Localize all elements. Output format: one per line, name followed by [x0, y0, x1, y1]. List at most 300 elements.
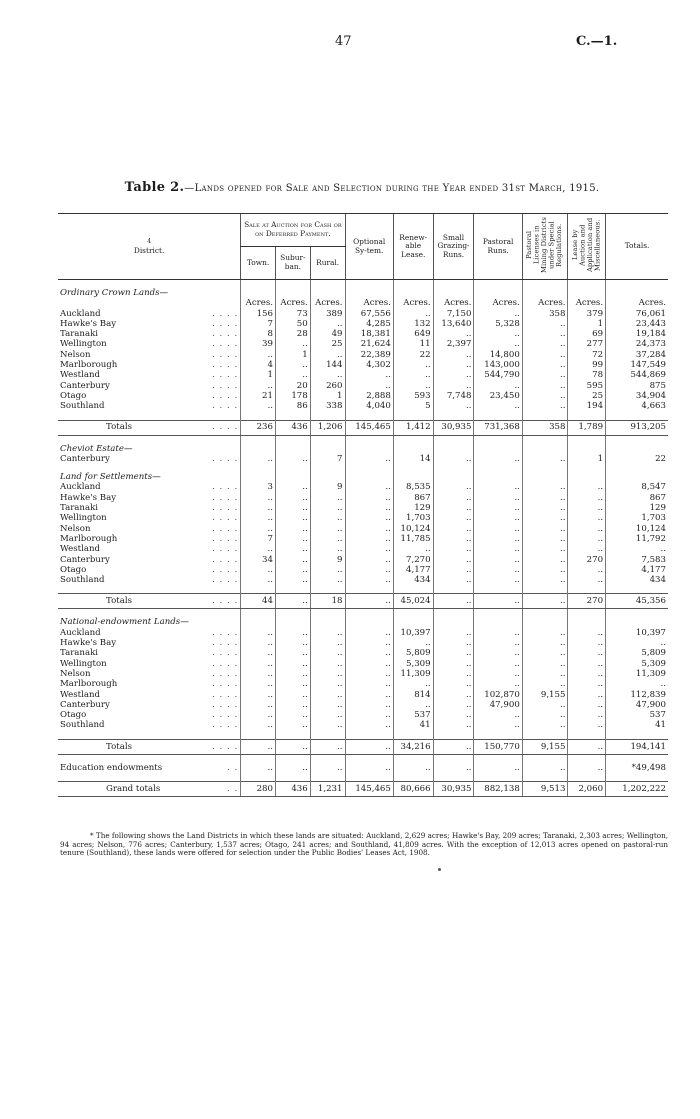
value-cell: .. [393, 381, 433, 391]
section-title: Cheviot Estate— [60, 443, 133, 454]
value-cell: .. [522, 544, 568, 554]
value-cell: 1,789 [568, 420, 606, 435]
spacer-cell [433, 412, 474, 421]
value-cell: 436 [275, 420, 310, 435]
spacer-cell [241, 773, 276, 782]
header-optional: Optional Sy-tem. [345, 214, 393, 280]
value-cell: .. [275, 534, 310, 544]
district-label: Otago [60, 390, 87, 401]
spacer-cell [241, 731, 276, 740]
value-cell: .. [241, 720, 276, 730]
value-cell: .. [345, 370, 393, 380]
table-row [58, 659, 668, 669]
value-cell: 9,513 [522, 781, 568, 796]
empty-cell [433, 444, 474, 454]
spacer-cell [606, 435, 668, 444]
leader-dots: . . . . [212, 544, 239, 555]
value-cell: .. [345, 503, 393, 513]
value-cell: 434 [606, 575, 668, 585]
value-cell: Acres. [474, 298, 522, 308]
value-cell: .. [433, 669, 474, 679]
table-row [58, 669, 668, 679]
district-label: Taranaki [60, 329, 99, 340]
district-label: Marlborough [60, 360, 118, 371]
value-cell: 389 [310, 309, 345, 319]
district-name [58, 544, 241, 554]
value-cell: .. [474, 648, 522, 658]
value-cell: Acres. [275, 298, 310, 308]
spacer-cell [474, 435, 522, 444]
district-label: Southland [60, 720, 105, 731]
value-cell: .. [474, 503, 522, 513]
value-cell: .. [345, 555, 393, 565]
value-cell: 1 [568, 319, 606, 329]
leader-dots: . . [227, 762, 239, 773]
value-cell: .. [275, 524, 310, 534]
value-cell: .. [241, 544, 276, 554]
empty-cell [310, 288, 345, 298]
value-cell: .. [474, 493, 522, 503]
value-cell: .. [433, 555, 474, 565]
value-cell: 132 [393, 319, 433, 329]
spacer-cell [241, 754, 276, 763]
district-label: Auckland [60, 627, 101, 638]
value-cell: 1 [310, 391, 345, 401]
value-cell: .. [474, 720, 522, 730]
district-name [58, 339, 241, 349]
value-cell: 25 [568, 391, 606, 401]
spacer-cell [474, 754, 522, 763]
value-cell: .. [433, 360, 474, 370]
value-cell: .. [310, 679, 345, 689]
leader-dots: . . . . [212, 308, 239, 319]
district-name [58, 555, 241, 565]
district-name [58, 309, 241, 319]
spacer-cell [568, 412, 606, 421]
value-cell: .. [433, 513, 474, 523]
empty-cell [345, 444, 393, 454]
district-label: Marlborough [60, 533, 118, 544]
value-cell: .. [345, 544, 393, 554]
empty-cell [310, 617, 345, 627]
value-cell: .. [433, 329, 474, 339]
spacer-cell [433, 435, 474, 444]
header-town: Town. [241, 247, 276, 280]
value-cell: .. [474, 628, 522, 638]
spacer-cell [310, 773, 345, 782]
value-cell: .. [310, 628, 345, 638]
value-cell: *49,498 [606, 763, 668, 773]
value-cell: .. [474, 513, 522, 523]
value-cell: .. [433, 544, 474, 554]
table-row [58, 360, 668, 370]
value-cell: 7 [310, 454, 345, 464]
value-cell: 102,870 [474, 690, 522, 700]
value-cell: 13,640 [433, 319, 474, 329]
empty-cell [433, 617, 474, 627]
empty-cell [241, 288, 276, 298]
value-cell: .. [433, 575, 474, 585]
table-row [58, 679, 668, 689]
district-label: Westland [60, 370, 100, 381]
spacer-cell [58, 609, 241, 618]
value-cell: 1,206 [310, 420, 345, 435]
district-name [58, 679, 241, 689]
value-cell: .. [433, 524, 474, 534]
value-cell: 145,465 [345, 420, 393, 435]
empty-cell [241, 617, 276, 627]
spacer-cell [568, 585, 606, 594]
value-cell: .. [433, 690, 474, 700]
value-cell: 45,356 [606, 594, 668, 609]
value-cell: .. [310, 690, 345, 700]
value-cell: 30,935 [433, 420, 474, 435]
value-cell: .. [345, 710, 393, 720]
spacer-cell [310, 435, 345, 444]
leader-dots: . . . . [212, 638, 239, 649]
spacer-cell [58, 435, 241, 444]
district-label: Westland [60, 544, 100, 555]
header-pastoral-licenses [522, 214, 568, 280]
table-row [58, 381, 668, 391]
spacer-cell [393, 754, 433, 763]
value-cell: .. [474, 594, 522, 609]
section-heading-row [58, 472, 668, 482]
value-cell: .. [241, 679, 276, 689]
value-cell: 260 [310, 381, 345, 391]
spacer-cell [522, 731, 568, 740]
value-cell: .. [522, 679, 568, 689]
district-label: Hawke's Bay [60, 638, 117, 649]
value-cell: 2,060 [568, 781, 606, 796]
empty-cell [275, 288, 310, 298]
district-name [58, 669, 241, 679]
value-cell: .. [433, 648, 474, 658]
header-district-marker: 4 [147, 237, 152, 245]
value-cell: 112,839 [606, 690, 668, 700]
value-cell: .. [433, 482, 474, 492]
value-cell: .. [433, 710, 474, 720]
value-cell: .. [241, 659, 276, 669]
spacer-cell [310, 412, 345, 421]
leader-dots: . . . . [212, 658, 239, 669]
leader-dots: . . . . [212, 401, 239, 412]
spacer-cell [345, 773, 393, 782]
value-cell: 178 [275, 391, 310, 401]
district-name [58, 482, 241, 492]
value-cell: 7,748 [433, 391, 474, 401]
district-name [58, 638, 241, 648]
value-cell: .. [568, 659, 606, 669]
spacer-cell [393, 731, 433, 740]
value-cell: 143,000 [474, 360, 522, 370]
empty-cell [433, 288, 474, 298]
value-cell: 4,177 [393, 565, 433, 575]
district-name [58, 690, 241, 700]
value-cell: .. [522, 720, 568, 730]
district-label: Wellington [60, 658, 107, 669]
district-label: Westland [60, 689, 100, 700]
spacer-cell [393, 773, 433, 782]
value-cell: .. [433, 350, 474, 360]
value-cell: .. [241, 669, 276, 679]
spacer-row [58, 609, 668, 618]
value-cell: .. [241, 503, 276, 513]
value-cell: 39 [241, 339, 276, 349]
value-cell: 18,381 [345, 329, 393, 339]
value-cell: .. [568, 690, 606, 700]
empty-cell [241, 472, 276, 482]
table-row [58, 454, 668, 464]
district-name [58, 420, 241, 435]
value-cell: .. [522, 454, 568, 464]
value-cell: .. [241, 350, 276, 360]
value-cell: .. [345, 720, 393, 730]
empty-cell [606, 617, 668, 627]
value-cell: 1,412 [393, 420, 433, 435]
value-cell: .. [345, 524, 393, 534]
spacer-cell [568, 754, 606, 763]
value-cell: .. [568, 493, 606, 503]
section-heading-row [58, 288, 668, 298]
value-cell: Acres. [310, 298, 345, 308]
value-cell: 1,703 [393, 513, 433, 523]
spacer-cell [606, 585, 668, 594]
district-name [58, 454, 241, 464]
spacer-cell [522, 435, 568, 444]
value-cell: .. [310, 565, 345, 575]
value-cell: 11,309 [393, 669, 433, 679]
value-cell: .. [433, 594, 474, 609]
value-cell: .. [241, 739, 276, 754]
district-label: Totals [106, 596, 132, 607]
value-cell: .. [310, 710, 345, 720]
spacer-cell [474, 585, 522, 594]
value-cell: .. [474, 381, 522, 391]
district-label: Taranaki [60, 503, 99, 514]
leader-dots: . . . . [212, 482, 239, 493]
value-cell: .. [275, 648, 310, 658]
table-row [58, 309, 668, 319]
district-name [58, 648, 241, 658]
value-cell: .. [433, 679, 474, 689]
empty-cell [606, 444, 668, 454]
value-cell: .. [522, 513, 568, 523]
leader-dots: . . . . [212, 564, 239, 575]
header-suburban: Subur-ban. [275, 247, 310, 280]
value-cell: 379 [568, 309, 606, 319]
leader-dots: . . . . [212, 360, 239, 371]
header-district [58, 214, 241, 280]
spacer-row [58, 754, 668, 763]
value-cell: 5,809 [393, 648, 433, 658]
spacer-row [58, 773, 668, 782]
table-body [58, 280, 668, 797]
value-cell: 150,770 [474, 739, 522, 754]
value-cell: .. [474, 638, 522, 648]
value-cell: .. [275, 594, 310, 609]
value-cell: .. [393, 763, 433, 773]
spacer-cell [606, 609, 668, 618]
value-cell: 9,155 [522, 690, 568, 700]
table-row [58, 763, 668, 773]
district-name [58, 503, 241, 513]
value-cell: 593 [393, 391, 433, 401]
spacer-cell [433, 773, 474, 782]
spacer-row [58, 464, 668, 472]
value-cell: 47,900 [606, 700, 668, 710]
value-cell: 23,443 [606, 319, 668, 329]
value-cell: 156 [241, 309, 276, 319]
table-row [58, 544, 668, 554]
value-cell: 11,785 [393, 534, 433, 544]
value-cell: .. [310, 669, 345, 679]
value-cell: 9 [310, 555, 345, 565]
value-cell: 72 [568, 350, 606, 360]
value-cell: .. [433, 534, 474, 544]
value-cell: .. [474, 710, 522, 720]
value-cell: .. [345, 513, 393, 523]
leader-dots: . . . . [212, 503, 239, 514]
value-cell: 30,935 [433, 781, 474, 796]
leader-dots: . . . . [212, 720, 239, 731]
spacer-row [58, 585, 668, 594]
value-cell: .. [241, 565, 276, 575]
spacer-cell [241, 609, 276, 618]
spacer-cell [393, 585, 433, 594]
value-cell: 80,666 [393, 781, 433, 796]
parliamentary-paper-code: C.—1. [576, 34, 618, 49]
table-row [58, 319, 668, 329]
district-name [58, 350, 241, 360]
value-cell: .. [433, 401, 474, 411]
spacer-cell [310, 280, 345, 289]
value-cell: .. [474, 659, 522, 669]
spacer-cell [522, 464, 568, 472]
spacer-cell [58, 731, 241, 740]
spacer-cell [474, 464, 522, 472]
value-cell: 544,790 [474, 370, 522, 380]
empty-cell [568, 444, 606, 454]
spacer-cell [275, 585, 310, 594]
value-cell: .. [522, 594, 568, 609]
value-cell: .. [568, 503, 606, 513]
value-cell: 34,904 [606, 391, 668, 401]
empty-cell [568, 472, 606, 482]
value-cell: 10,124 [393, 524, 433, 534]
value-cell: .. [606, 679, 668, 689]
leader-dots: . . . . [212, 741, 239, 752]
value-cell: .. [568, 482, 606, 492]
value-cell: 7 [241, 534, 276, 544]
value-cell: 129 [606, 503, 668, 513]
value-cell: .. [522, 555, 568, 565]
value-cell: 20 [275, 381, 310, 391]
value-cell: .. [433, 720, 474, 730]
table-row [58, 503, 668, 513]
value-cell: .. [606, 638, 668, 648]
value-cell: .. [393, 544, 433, 554]
table-title [62, 181, 662, 195]
spacer-cell [568, 773, 606, 782]
value-cell: .. [275, 339, 310, 349]
value-cell: 49 [310, 329, 345, 339]
page-number: 47 [335, 34, 352, 49]
value-cell: .. [310, 319, 345, 329]
totals-row [58, 739, 668, 754]
value-cell: .. [433, 454, 474, 464]
value-cell: 5 [393, 401, 433, 411]
leader-dots: . . . . [212, 339, 239, 350]
value-cell: .. [275, 659, 310, 669]
table-row [58, 648, 668, 658]
value-cell: .. [345, 648, 393, 658]
district-name [58, 381, 241, 391]
table-row [58, 391, 668, 401]
value-cell: .. [433, 739, 474, 754]
spacer-cell [241, 585, 276, 594]
value-cell: .. [568, 763, 606, 773]
totals-row [58, 781, 668, 796]
spacer-cell [606, 773, 668, 782]
spacer-cell [310, 731, 345, 740]
value-cell: .. [522, 565, 568, 575]
empty-cell [474, 472, 522, 482]
value-cell: .. [345, 763, 393, 773]
value-cell: .. [522, 319, 568, 329]
spacer-row [58, 435, 668, 444]
value-cell: 78 [568, 370, 606, 380]
value-cell: 2,397 [433, 339, 474, 349]
value-cell: .. [310, 720, 345, 730]
value-cell: .. [522, 700, 568, 710]
value-cell: 280 [241, 781, 276, 796]
value-cell: .. [522, 638, 568, 648]
footnote: * The following shows the Land Districts in which these lands are situated: Auckland, 2,629 acres; Hawke's Bay, 209 acres; Taranaki, 2,303 acres; Wellington, 94 acres; Nelson, 776 acres; Canterbury, 1,537 acres; Otago, 241 acres; and Southland, 41,809 acres. With the exception of 12,013 acres opened on pastoral-run tenure (Southland), these lands were offered for selection under the Public Bodies' Leases Act, 1908. [60, 831, 668, 857]
value-cell: 1 [275, 350, 310, 360]
value-cell: .. [241, 638, 276, 648]
empty-cell [474, 617, 522, 627]
value-cell: 3 [241, 482, 276, 492]
value-cell: .. [310, 503, 345, 513]
spacer-cell [275, 731, 310, 740]
spacer-cell [433, 280, 474, 289]
empty-cell [345, 472, 393, 482]
leader-dots: . . . . [212, 554, 239, 565]
empty-cell [275, 617, 310, 627]
value-cell: .. [345, 454, 393, 464]
header-totals: Totals. [606, 214, 668, 280]
value-cell: .. [568, 628, 606, 638]
value-cell: .. [522, 534, 568, 544]
district-label: Southland [60, 575, 105, 586]
value-cell: .. [345, 534, 393, 544]
value-cell: 8 [241, 329, 276, 339]
value-cell: 595 [568, 381, 606, 391]
table-row [58, 493, 668, 503]
leader-dots: . . . . [212, 523, 239, 534]
spacer-cell [522, 754, 568, 763]
table-row [58, 534, 668, 544]
spacer-cell [474, 731, 522, 740]
spacer-cell [568, 464, 606, 472]
value-cell: .. [568, 638, 606, 648]
district-name [58, 594, 241, 609]
spacer-cell [275, 754, 310, 763]
spacer-cell [433, 609, 474, 618]
value-cell: .. [568, 534, 606, 544]
value-cell: 8,547 [606, 482, 668, 492]
